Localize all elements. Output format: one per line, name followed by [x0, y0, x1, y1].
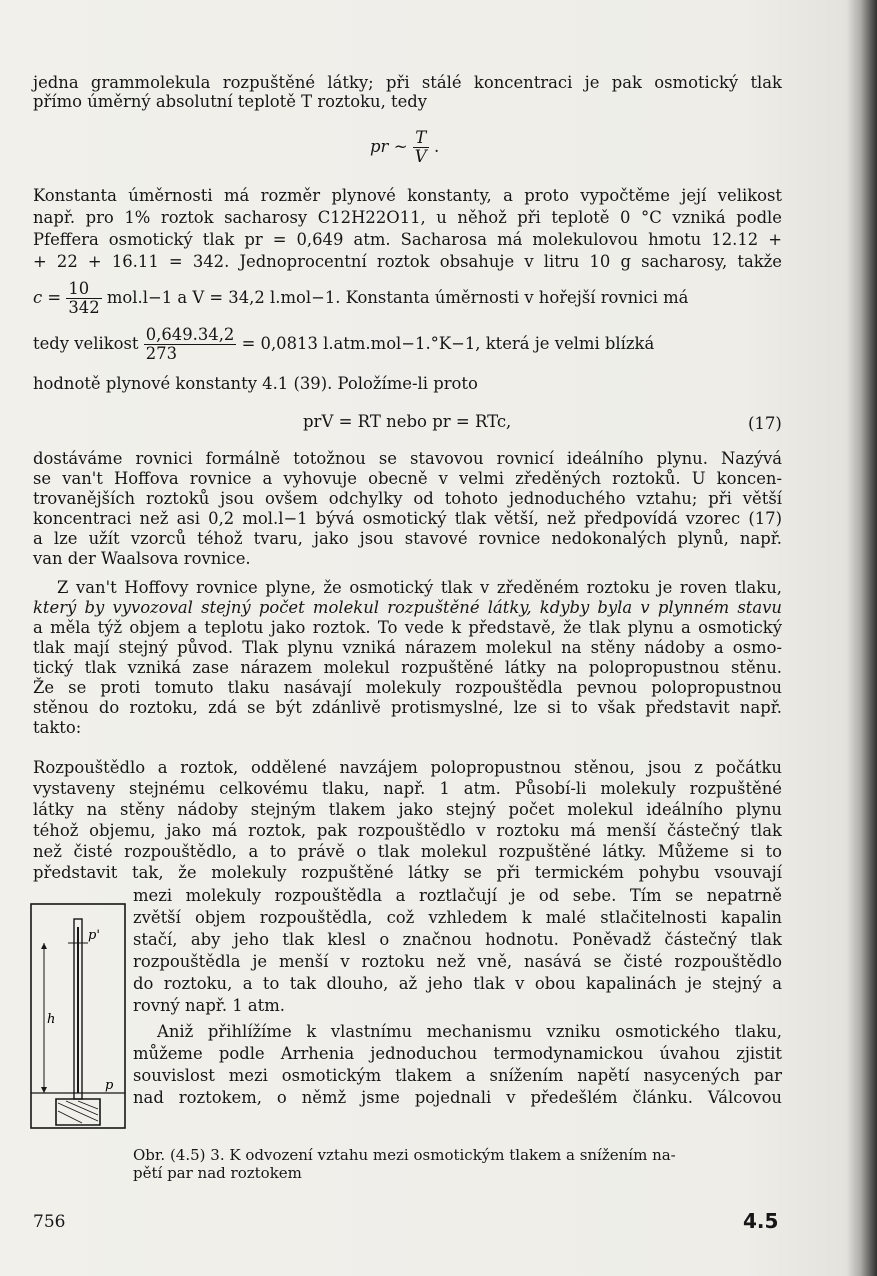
paragraph-line: přímo úměrný absolutní teplotě T roztoku, tedy: [33, 92, 428, 111]
paragraph-line: téhož objemu, jako má roztok, pak rozpouštědlo v roztoku má menší částečný tlak: [33, 821, 782, 840]
caption-line: pětí par nad roztokem: [133, 1164, 302, 1182]
equation-17: prV = RT nebo pr = RTc,: [303, 412, 512, 431]
paragraph-line: souvislost mezi osmotickým tlakem a snížením napětí nasycených par: [133, 1066, 782, 1085]
paragraph-line: rovný např. 1 atm.: [133, 996, 286, 1015]
paragraph-line: můžeme podle Arrhenia jednoduchou termodynamickou úvahou zjistit: [133, 1044, 782, 1063]
paragraph-line: vystaveny stejnému celkovému tlaku, např. 1 atm. Působí-li molekuly rozpuštěné: [33, 779, 782, 798]
fraction-denominator: V: [414, 147, 427, 166]
proportionality-formula: [370, 129, 439, 166]
fig-label-p-prime: p': [88, 928, 100, 943]
paragraph-line: a měla týž objem a teplotu jako roztok. To vede k představě, že tlak plynu a osmotický: [33, 618, 782, 637]
c-denominator: 342: [68, 298, 100, 317]
figure-caption: [133, 1146, 783, 1182]
paragraph-line: Že se proti tomuto tlaku nasávají molekuly rozpouštědla pevnou polopropustnou: [33, 678, 782, 697]
paragraph-line: látky na stěny nádoby stejným tlakem jako stejný počet molekul ideálního plynu: [33, 800, 782, 819]
paragraph-line: jedna grammolekula rozpuštěné látky; při stálé koncentraci je pak osmotický tlak: [33, 73, 782, 92]
paragraph-line: rozpouštědla je menší v roztoku než vně, nasává se čisté rozpouštědlo: [133, 952, 782, 971]
paragraph-line: + 22 + 16.11 = 342. Jednoprocentní roztok obsahuje v litru 10 g sacharosy, takže: [33, 252, 782, 271]
constant-line: [33, 326, 782, 363]
paragraph-line: do roztoku, a to tak dlouho, až jeho tlak v obou kapalinách je stejný a: [133, 974, 782, 993]
paragraph-line: Konstanta úměrnosti má rozměr plynové konstanty, a proto vypočtěme její velikost: [33, 186, 782, 205]
paragraph-line: takto:: [33, 718, 82, 737]
fig-label-p: p: [105, 1078, 114, 1093]
paragraph-line: Rozpouštědlo a roztok, oddělené navzájem polopropustnou stěnou, jsou z počátku: [33, 758, 782, 777]
constant-fraction: [144, 326, 237, 363]
formula-period: .: [433, 137, 440, 156]
paragraph-line: např. pro 1% roztok sacharosy C12H22O11, u něhož při teplotě 0 °C vzniká podle: [33, 208, 782, 227]
paragraph-line: nad roztokem, o němž jsme pojednali v předešlém článku. Válcovou: [133, 1088, 782, 1107]
membrane-hatching: [58, 1101, 98, 1123]
paragraph-line: dostáváme rovnici formálně totožnou se stavovou rovnicí ideálního plynu. Nazývá: [33, 449, 782, 468]
formula-lhs: pr ~: [370, 137, 408, 156]
c-numerator: 10: [66, 280, 101, 299]
constant-numerator: 0,649.34,2: [145, 325, 235, 344]
paragraph-line: trovanějších roztoků jsou ovšem odchylky od tohoto jednoduchého vztahu; při větší: [33, 489, 782, 508]
osmosis-apparatus-figure: [30, 903, 126, 1129]
paragraph-line: a lze užít vzorců téhož tvaru, jako jsou stavové rovnice nedokonalých plynů, např.: [33, 529, 782, 548]
c-fraction: [66, 280, 101, 317]
fraction-numerator: T: [413, 129, 429, 148]
constant-rest: = 0,0813 l.atm.mol−1.°K−1, která je velmi blízká: [241, 334, 655, 353]
page-gutter-shadow: [847, 0, 877, 1276]
paragraph-line: hodnotě plynové konstanty 4.1 (39). Položíme-li proto: [33, 374, 478, 393]
c-rest: mol.l−1 a V = 34,2 l.mol−1. Konstanta úměrnosti v hořejší rovnici má: [106, 288, 689, 307]
constant-denominator: 273: [145, 344, 178, 363]
formula-fraction: [413, 129, 429, 166]
paragraph-line: Pfeffera osmotický tlak pr = 0,649 atm. Sacharosa má molekulovou hmotu 12.12 +: [33, 230, 782, 249]
fig-label-h: h: [47, 1012, 56, 1027]
paragraph-line: zvětší objem rozpouštědla, což vzhledem k malé stlačitelnosti kapalin: [133, 908, 782, 927]
section-number: 4.5: [743, 1209, 779, 1233]
paragraph-line: tický tlak vzniká zase nárazem molekul rozpuštěné látky na polopropustnou stěnu.: [33, 658, 782, 677]
paragraph-line: než čisté rozpouštědlo, a to právě o tlak molekul rozpuštěné látky. Můžeme si to: [33, 842, 782, 861]
paragraph-line: se van't Hoffova rovnice a vyhovuje obecně v velmi zředěných roztoků. U koncen-: [33, 469, 782, 488]
paragraph-line: stačí, aby jeho tlak klesl o značnou hodnotu. Poněvadž částečný tlak: [133, 930, 782, 949]
paragraph-line: van der Waalsova rovnice.: [33, 549, 251, 568]
paragraph-line: představit tak, že molekuly rozpuštěné látky se při termickém pohybu vsouvají: [33, 863, 782, 882]
c-lhs: c =: [33, 288, 62, 307]
caption-line: Obr. (4.5) 3. K odvození vztahu mezi osmotickým tlakem a snížením na-: [133, 1146, 676, 1164]
paragraph-line: koncentraci než asi 0,2 mol.l−1 bývá osmotický tlak větší, než předpovídá vzorec (17): [33, 509, 782, 528]
constant-prefix: tedy velikost: [33, 334, 139, 353]
paragraph-line: Z van't Hoffovy rovnice plyne, že osmotický tlak v zředěném roztoku je roven tlaku,: [57, 578, 782, 597]
page-number: 756: [33, 1212, 66, 1232]
equation-number: (17): [748, 414, 782, 433]
paragraph-line: tlak mají stejný původ. Tlak plynu vzniká nárazem molekul na stěny nádoby a osmo-: [33, 638, 782, 657]
paragraph-line: mezi molekuly rozpouštědla a roztlačují je od sebe. Tím se nepatrně: [133, 886, 782, 905]
paragraph-line: Aniž přihlížíme k vlastnímu mechanismu vzniku osmotického tlaku,: [157, 1022, 782, 1041]
paragraph-line: který by vyvozoval stejný počet molekul rozpuštěné látky, kdyby byla v plynném stavu: [33, 598, 782, 617]
paragraph-line: stěnou do roztoku, zdá se být zdánlivě protismyslné, lze si to však představit např.: [33, 698, 782, 717]
concentration-line: [33, 280, 782, 317]
